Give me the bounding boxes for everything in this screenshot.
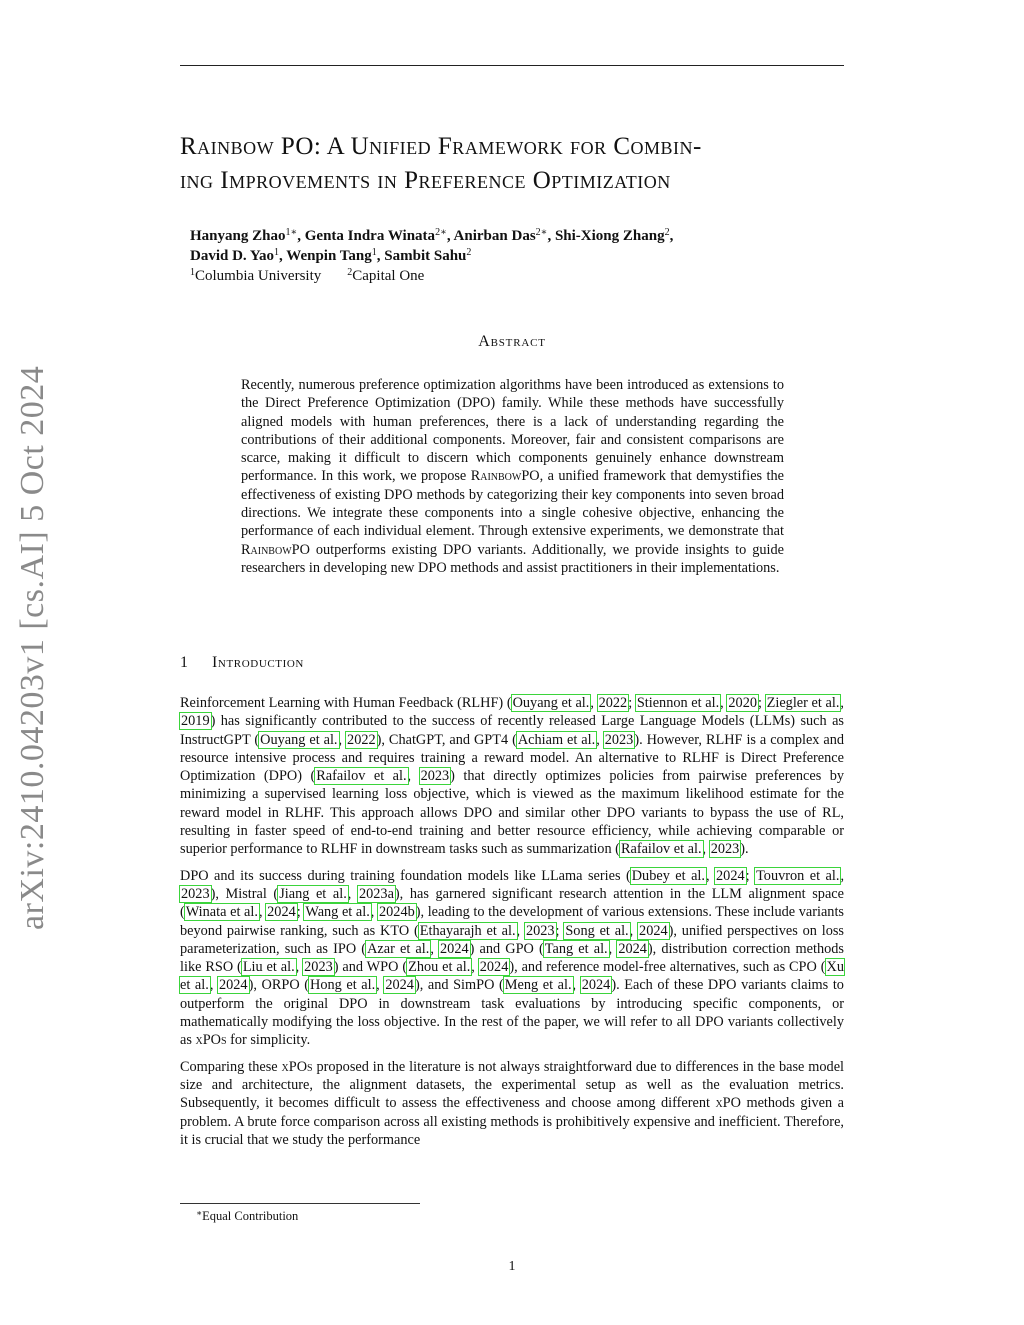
citation-link[interactable]: 2023 <box>420 768 450 785</box>
xpo-term: xPOs <box>195 1032 227 1049</box>
affiliation-2: Capital One <box>352 268 425 284</box>
citation-link[interactable]: Ouyang et al. <box>512 695 590 711</box>
author-name: Sambit Sahu <box>384 248 467 264</box>
footnote-rule <box>180 1203 420 1204</box>
xpo-term: xPOs <box>281 1058 313 1075</box>
citation-link[interactable]: 2024 <box>267 904 296 921</box>
citation-link[interactable]: Rafailov et al. <box>620 841 702 858</box>
introduction-body <box>180 694 844 1157</box>
citation-link[interactable]: 2024 <box>479 959 509 976</box>
citation-link[interactable]: 2024 <box>716 867 745 884</box>
arxiv-identifier: arXiv:2410.04203v1 [cs.AI] 5 Oct 2024 <box>14 365 51 930</box>
section-number: 1 <box>180 654 189 671</box>
citation-link[interactable]: Song et al. <box>565 922 629 939</box>
citation-link[interactable]: Dubey et al. <box>631 867 705 884</box>
author-sup: 1 <box>274 247 280 258</box>
citation-link[interactable]: Meng et al. <box>504 977 572 994</box>
author-name: Hanyang Zhao <box>190 228 286 244</box>
section-heading <box>180 654 304 672</box>
footnote-marker: ∗ <box>196 1208 203 1218</box>
author-name: Wenpin Tang <box>286 248 372 264</box>
author-name: Shi-Xiong Zhang <box>554 228 665 244</box>
citation-link[interactable]: 2023 <box>604 731 634 748</box>
citation-link[interactable]: 2024 <box>218 977 248 994</box>
paper-title <box>180 130 860 198</box>
author-sup: 2∗ <box>535 227 548 238</box>
abstract-heading: Abstract <box>478 333 546 350</box>
citation-link[interactable]: 2024 <box>385 977 414 994</box>
affiliations: $^1$Columbia University $^2$Capital One <box>190 267 425 284</box>
citation-link[interactable]: 2024 <box>581 977 611 994</box>
citation-link[interactable]: Wang et al. <box>305 904 370 921</box>
author-line-2: David D. Yao$^1$, Wenpin Tang$^1$, Sambit Sahu$^2$ <box>190 247 472 264</box>
citation-link[interactable]: 2024 <box>639 922 668 939</box>
citation-link[interactable]: 2023 <box>710 841 740 858</box>
page-number: 1 <box>508 1259 516 1274</box>
citation-link[interactable]: Xu et al. <box>180 959 844 994</box>
xpo-term: xPO <box>715 1095 741 1112</box>
author-name: David D. Yao <box>190 248 275 264</box>
citation-link[interactable]: 2024 <box>618 940 647 957</box>
citation-link[interactable]: Achiam et al. <box>517 731 596 748</box>
citation-link[interactable]: 2020 <box>728 695 757 711</box>
citation-link[interactable]: Rafailov et al. <box>316 768 407 785</box>
citation-link[interactable]: 2023 <box>525 922 555 939</box>
paragraph: DPO and its success during training foundation models like LLama series (Dubey et al., 2024; Touvron et al., 2023), Mistral (Jiang et al., 2023a), has garnered significant research attention in the LLM alignment space (Winata et al., 2024; Wang et al., 2024b), leading to the development of various extensions. These include variants beyond pairwise ranking, such as KTO (Ethayarajh et al., 2023; Song et al., 2024), unified perspectives on loss parameterization, such as IPO (Azar et al., 2024) and GPO (Tang et al., 2024), distribution correction methods like RSO (Liu et al., 2023) and WPO (Zhou et al., 2024), and reference model-free alternatives, such as CPO (Xu et al., 2024), ORPO (Hong et al., 2024), and SimPO (Meng et al., 2024). Each of these DPO variants claims to outperform the original DPO in downstream task evaluations by introducing specific components, or mathematically modifying the loss objective. In the rest of the paper, we will refer to all DPO variants collectively as xPOs for simplicity. <box>180 867 845 1049</box>
citation-link[interactable]: 2022 <box>347 731 376 748</box>
footnote <box>196 1209 298 1224</box>
citation-link[interactable]: Ziegler et al. <box>766 695 840 711</box>
citation-link[interactable]: Touvron et al. <box>756 867 840 884</box>
citation-link[interactable]: 2023 <box>304 959 333 976</box>
citation-link[interactable]: Liu et al. <box>242 959 295 976</box>
citation-link[interactable]: Ouyang et al. <box>260 731 338 748</box>
author-sup: 2 <box>466 247 472 258</box>
section-title: Introduction <box>212 654 304 671</box>
affiliation-1: Columbia University <box>195 268 322 284</box>
abstract-body: Recently, numerous preference optimization algorithms have been introduced as extensions to the Direct Preference Optimization (DPO) family. While these methods have successfully aligned models with human preferences, there is a lack of understanding regarding the contributions of their additional components. Moreover, fair and consistent comparisons are scarce, making it difficult to discern which components genuinely enhance downstream performance. In this work, we propose RainbowPO, a unified framework that demystifies the effectiveness of existing DPO methods by categorizing their key components into seven broad directions. We integrate these components into a single cohesive objective, enhancing the performance of each individual element. Through extensive experiments, we demonstrate that RainbowPO outperforms existing DPO variants. Additionally, we provide insights to guide researchers in developing new DPO methods and assist practitioners in their implementations. <box>241 377 784 576</box>
author-sup: 2 <box>664 227 670 238</box>
footnote-text: Equal Contribution <box>202 1209 299 1223</box>
citation-link[interactable]: Stiennon et al. <box>636 695 720 711</box>
citation-link[interactable]: Winata et al. <box>185 904 258 921</box>
citation-link[interactable]: 2024b <box>379 904 415 921</box>
author-block <box>190 226 830 286</box>
author-line-1: Hanyang Zhao$^{1∗}$, Genta Indra Winata$^{2∗}$, Anirban Das$^{2∗}$, Shi-Xiong Zhang$^2$, <box>190 227 674 244</box>
citation-link[interactable]: 2019 <box>181 713 210 730</box>
citation-link[interactable]: Jiang et al. <box>279 885 347 902</box>
citation-link[interactable]: 2024 <box>440 940 469 957</box>
citation-link[interactable]: Tang et al. <box>544 940 608 957</box>
paragraph: Reinforcement Learning with Human Feedback (RLHF) (Ouyang et al., 2022; Stiennon et al., 2020; Ziegler et al., 2019) has significantly contributed to the success of recently released Large Language Models (LLMs) such as InstructGPT (Ouyang et al., 2022), ChatGPT, and GPT4 (Achiam et al., 2023). However, RLHF is a complex and resource intensive process and requires training a reward model. An alternative to RLHF is Direct Preference Optimization (DPO) (Rafailov et al., 2023) that directly optimizes policies from pairwise preferences by minimizing a supervised learning loss objective, which is viewed as the maximum likelihood estimate for the reward model in RLHF. This approach allows DPO and similar other DPO variants to bypass the use of RL, resulting in faster speed of end-to-end training and better resource efficiency, while achieving comparable or superior performance to RLHF in downstream tasks such as summarization (Rafailov et al., 2023). <box>180 695 845 858</box>
author-name: Genta Indra Winata <box>304 228 436 244</box>
title-line-2: ing Improvements in Preference Optimization <box>180 167 671 194</box>
citation-link[interactable]: Ethayarajh et al. <box>419 922 516 939</box>
method-name: RainbowPO <box>470 468 540 485</box>
method-name: RainbowPO <box>241 541 310 558</box>
author-name: Anirban Das <box>453 228 536 244</box>
title-line-1: Rainbow PO: A Unified Framework for Combin- <box>180 133 702 160</box>
header-rule <box>180 65 844 66</box>
citation-link[interactable]: Zhou et al. <box>408 959 471 976</box>
paragraph: Comparing these xPOs proposed in the literature is not always straightforward due to differences in the base model size and architecture, the alignment datasets, the experimental setup as well as the evaluation metrics. Subsequently, it becomes difficult to assess the effectiveness and choose among different xPO methods given a problem. A brute force comparison across all existing methods is prohibitively expensive and inefficient. Therefore, it is crucial that we study the performance <box>180 1058 845 1148</box>
citation-link[interactable]: 2022 <box>598 695 628 711</box>
citation-link[interactable]: Azar et al. <box>367 940 430 957</box>
citation-link[interactable]: Hong et al. <box>310 977 376 994</box>
author-sup: 1 <box>371 247 377 258</box>
author-sup: 1∗ <box>285 227 298 238</box>
author-sup: 2∗ <box>435 227 447 238</box>
citation-link[interactable]: 2023 <box>181 885 210 902</box>
citation-link[interactable]: 2023a <box>358 885 394 902</box>
